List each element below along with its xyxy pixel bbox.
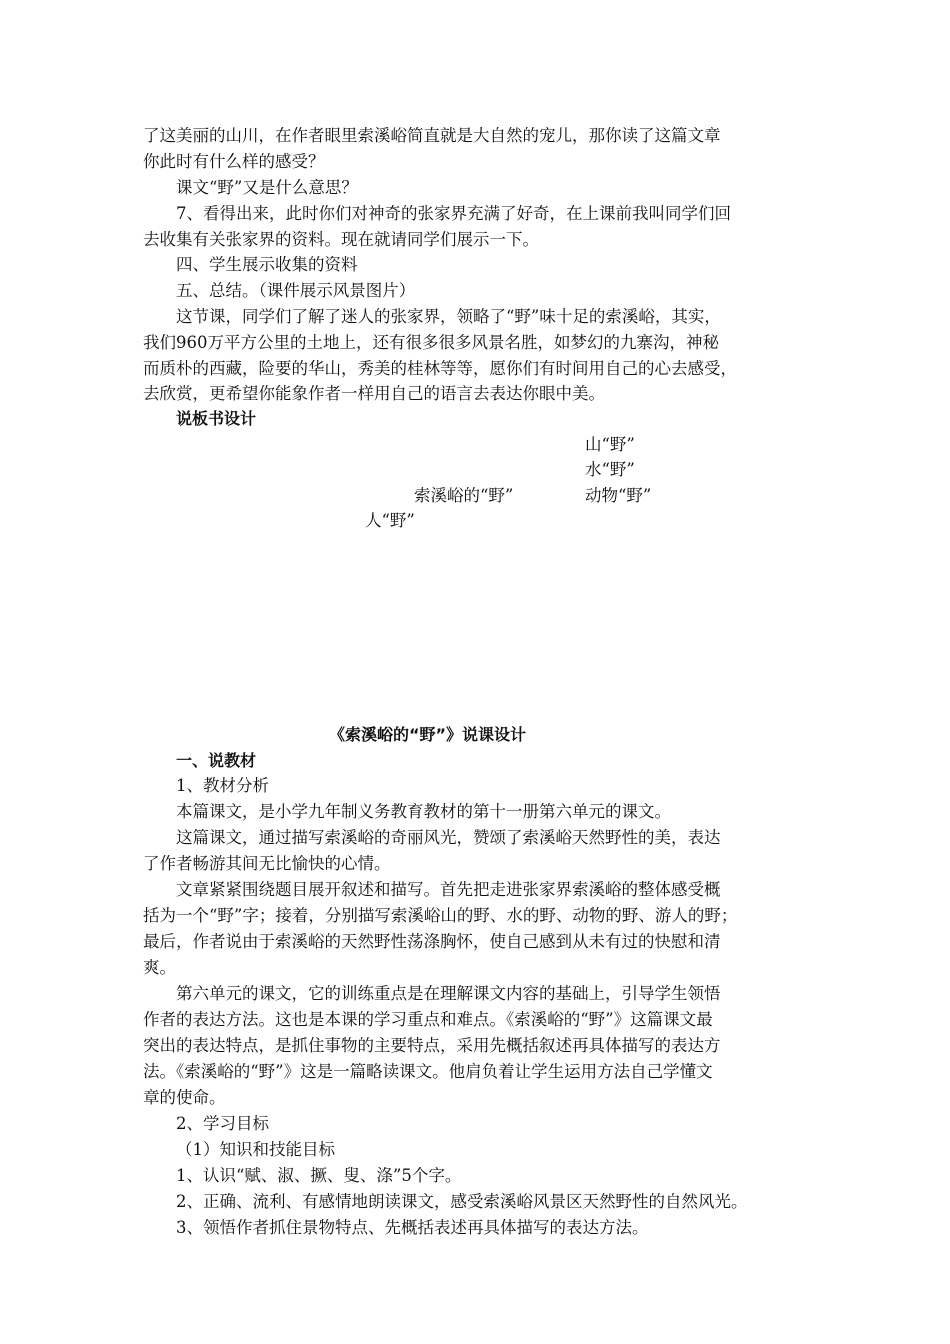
paragraph-line: 章的使命。 (143, 1088, 226, 1107)
paragraph-line: 2、正确、流利、有感情地朗读课文，感受索溪峪风景区天然野性的自然风光。 (176, 1192, 748, 1211)
paragraph-line: 四、学生展示收集的资料 (176, 255, 358, 274)
paragraph-line: 第六单元的课文，它的训练重点是在理解课文内容的基础上，引导学生领悟 (176, 984, 721, 1003)
paragraph-line: 7、看得出来，此时你们对神奇的张家界充满了好奇，在上课前我叫同学们回 (176, 204, 731, 223)
paragraph-line: 你此时有什么样的感受？ (143, 152, 325, 171)
board-center: 索溪峪的“野” (414, 486, 514, 505)
paragraph-line: 突出的表达特点，是抓住事物的主要特点，采用先概括叙述再具体描写的表达方 (143, 1036, 721, 1055)
paragraph-line: 本篇课文，是小学九年制义务教育教材的第十一册第六单元的课文。 (176, 802, 671, 821)
paragraph-line: 了这美丽的山川，在作者眼里索溪峪简直就是大自然的宠儿，那你读了这篇文章 (143, 126, 721, 145)
board-item: 水“野” (585, 460, 635, 479)
paragraph-line: 2、学习目标 (176, 1114, 269, 1133)
paragraph-line: 括为一个“野”字；接着，分别描写索溪峪山的野、水的野、动物的野、游人的野； (143, 906, 738, 925)
paragraph-line: 而质朴的西藏，险要的华山，秀美的桂林等等，愿你们有时间用自己的心去感受， (143, 359, 737, 378)
paragraph-line: 去欣赏，更希望你能象作者一样用自己的语言去表达你眼中美。 (143, 384, 605, 403)
paragraph-line: 1、认识“赋、淑、撅、叟、涤”5个字。 (176, 1166, 462, 1185)
paragraph-line: 最后，作者说由于索溪峪的天然野性荡涤胸怀，使自己感到从未有过的快慰和清 (143, 932, 721, 951)
paragraph-line: 文章紧紧围绕题目展开叙述和描写。首先把走进张家界索溪峪的整体感受概 (176, 880, 721, 899)
paragraph-line: 作者的表达方法。这也是本课的学习重点和难点。《索溪峪的“野”》这篇课文最 (143, 1010, 713, 1029)
paragraph-line: 3、领悟作者抓住景物特点、先概括表述再具体描写的表达方法。 (176, 1218, 649, 1237)
board-item: 人“野” (365, 511, 415, 530)
paragraph-line: 了作者畅游其间无比愉快的心情。 (143, 854, 391, 873)
board-heading: 说板书设计 (176, 409, 257, 428)
paragraph-line: 去收集有关张家界的资料。现在就请同学们展示一下。 (143, 230, 539, 249)
paragraph-line: 课文“野”又是什么意思？ (176, 178, 358, 197)
paragraph-line: 我们960万平方公里的土地上，还有很多很多风景名胜，如梦幻的九寨沟，神秘 (143, 333, 719, 352)
paragraph-line: 这节课，同学们了解了迷人的张家界，领略了“野”味十足的索溪峪，其实， (176, 307, 721, 326)
paragraph-line: 1、教材分析 (176, 776, 269, 795)
section-heading: 一、说教材 (176, 751, 257, 770)
paragraph-line: 五、总结。（课件展示风景图片） (176, 281, 416, 300)
paragraph-line: 爽。 (143, 958, 176, 977)
board-item: 山“野” (585, 435, 635, 454)
paragraph-line: 法。《索溪峪的“野”》这是一篇略读课文。他肩负着让学生运用方法自己学懂文 (143, 1062, 713, 1081)
paragraph-line: 这篇课文，通过描写索溪峪的奇丽风光，赞颂了索溪峪天然野性的美，表达 (176, 828, 721, 847)
paragraph-line: （1）知识和技能目标 (176, 1140, 335, 1159)
document-title: 《索溪峪的“野”》说课设计 (329, 725, 527, 744)
board-item: 动物“野” (585, 486, 652, 505)
